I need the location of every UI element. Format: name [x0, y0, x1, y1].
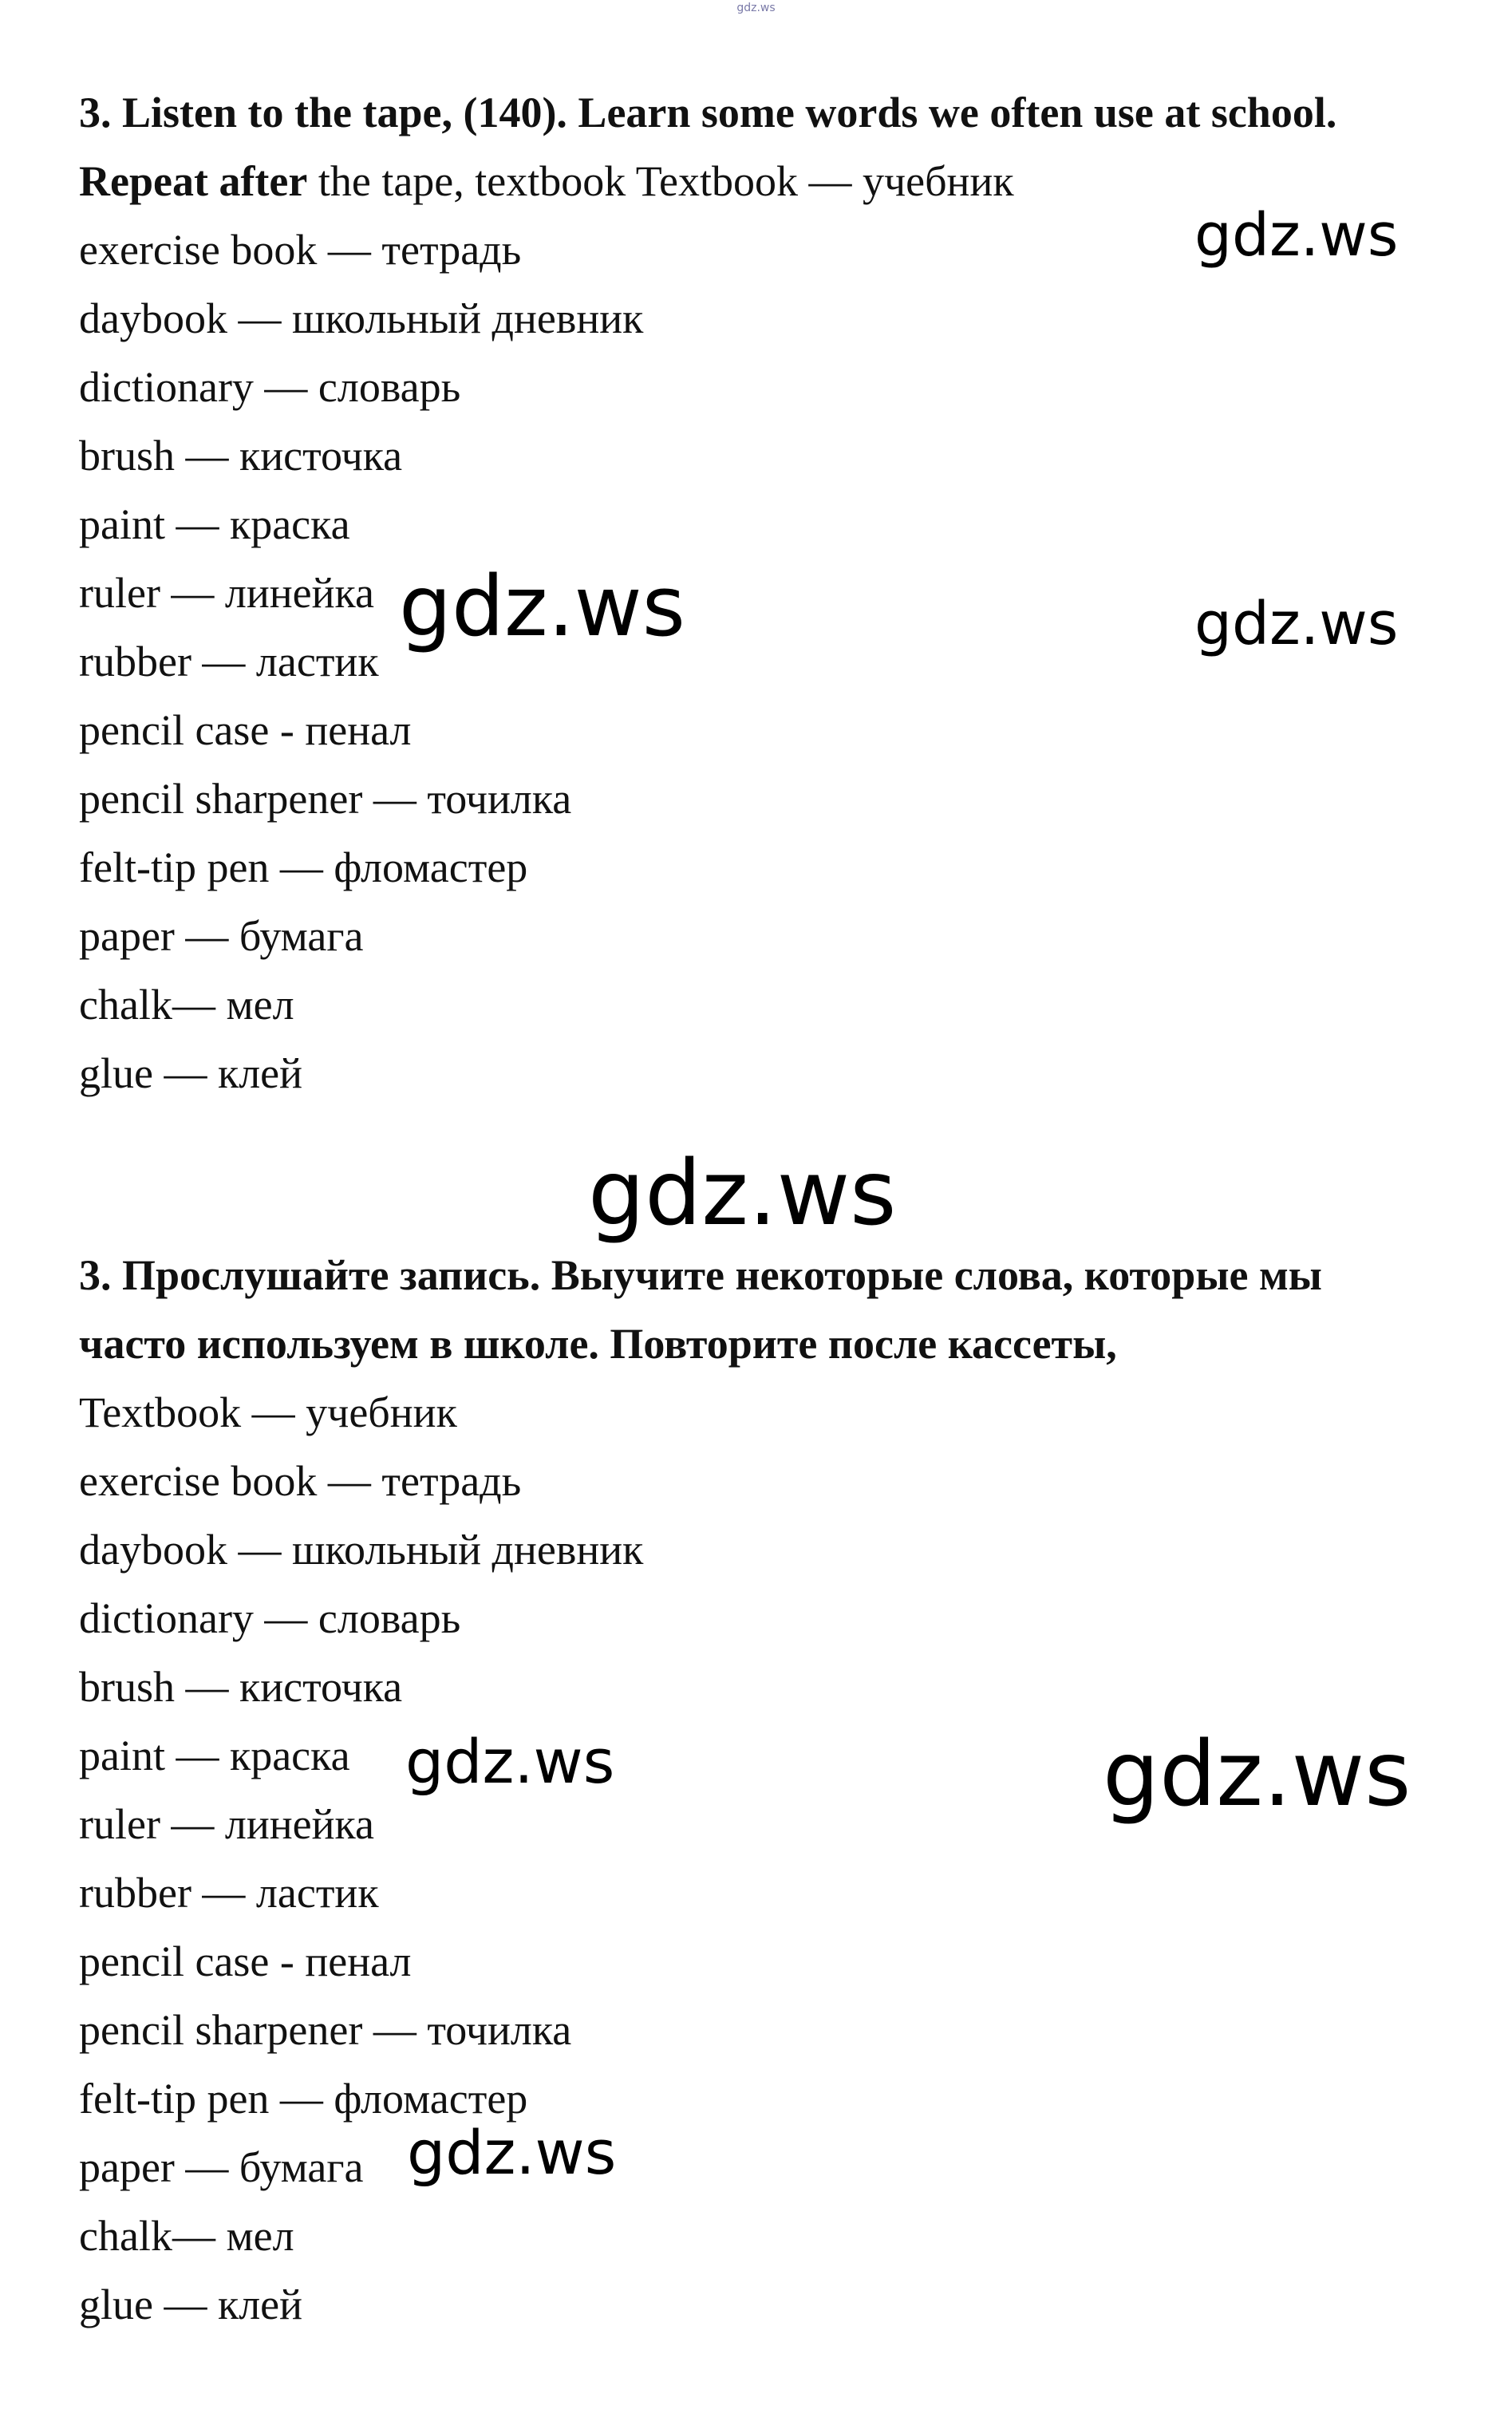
vocab-item: paint — краска [79, 500, 350, 548]
vocab-item: felt-tip pen — фломастер [79, 2075, 528, 2123]
vocab-item: felt-tip pen — фломастер [79, 843, 528, 891]
exercise-heading: 3. Listen to the tape, (140). Learn some words we often use at school. [79, 89, 1337, 136]
watermark: gdz.ws [588, 1142, 897, 1246]
watermark: gdz.ws [399, 558, 685, 655]
vocab-item: chalk— мел [79, 2212, 294, 2260]
watermark: gdz.ws [1103, 1723, 1411, 1827]
vocab-item: paper — бумага [79, 2143, 364, 2191]
vocab-item: rubber — ластик [79, 1869, 379, 1917]
vocab-item: brush — кисточка [79, 432, 403, 480]
vocab-item: glue — клей [79, 2281, 303, 2328]
vocab-item: pencil sharpener — точилка [79, 2006, 572, 2054]
vocab-item: dictionary — словарь [79, 363, 461, 411]
top-watermark: gdz.ws [736, 2, 776, 14]
vocab-item: pencil case - пенал [79, 706, 412, 754]
instruction-bold: Repeat after [79, 157, 308, 205]
vocab-item: pencil sharpener — точилка [79, 775, 572, 823]
vocab-item: ruler — линейка [79, 569, 374, 617]
vocab-item: chalk— мел [79, 981, 294, 1029]
exercise-heading-ru-line1: 3. Прослушайте запись. Выучите некоторые слова, которые мы [79, 1251, 1322, 1299]
vocab-item: paint — краска [79, 1732, 350, 1779]
vocab-item: pencil case - пенал [79, 1937, 412, 1985]
exercise-heading-ru-line2: часто используем в школе. Повторите после кассеты, [79, 1320, 1117, 1368]
vocab-item: dictionary — словарь [79, 1594, 461, 1642]
vocab-item: daybook — школьный дневник [79, 1526, 644, 1574]
instruction-rest: the tape, textbook Textbook — учебник [307, 157, 1014, 205]
vocab-item: ruler — линейка [79, 1800, 374, 1848]
vocab-item: exercise book — тетрадь [79, 1457, 522, 1505]
vocab-item: rubber — ластик [79, 638, 379, 685]
vocab-item: glue — клей [79, 1049, 303, 1097]
vocab-item: Textbook — учебник [79, 1388, 457, 1436]
vocab-item: paper — бумага [79, 912, 364, 960]
vocab-item: brush — кисточка [79, 1663, 403, 1711]
vocab-item: exercise book — тетрадь [79, 226, 522, 274]
watermark: gdz.ws [1194, 201, 1399, 270]
watermark: gdz.ws [405, 1726, 615, 1797]
watermark: gdz.ws [1194, 590, 1399, 658]
vocab-item: daybook — школьный дневник [79, 294, 644, 342]
watermark: gdz.ws [407, 2117, 617, 2188]
